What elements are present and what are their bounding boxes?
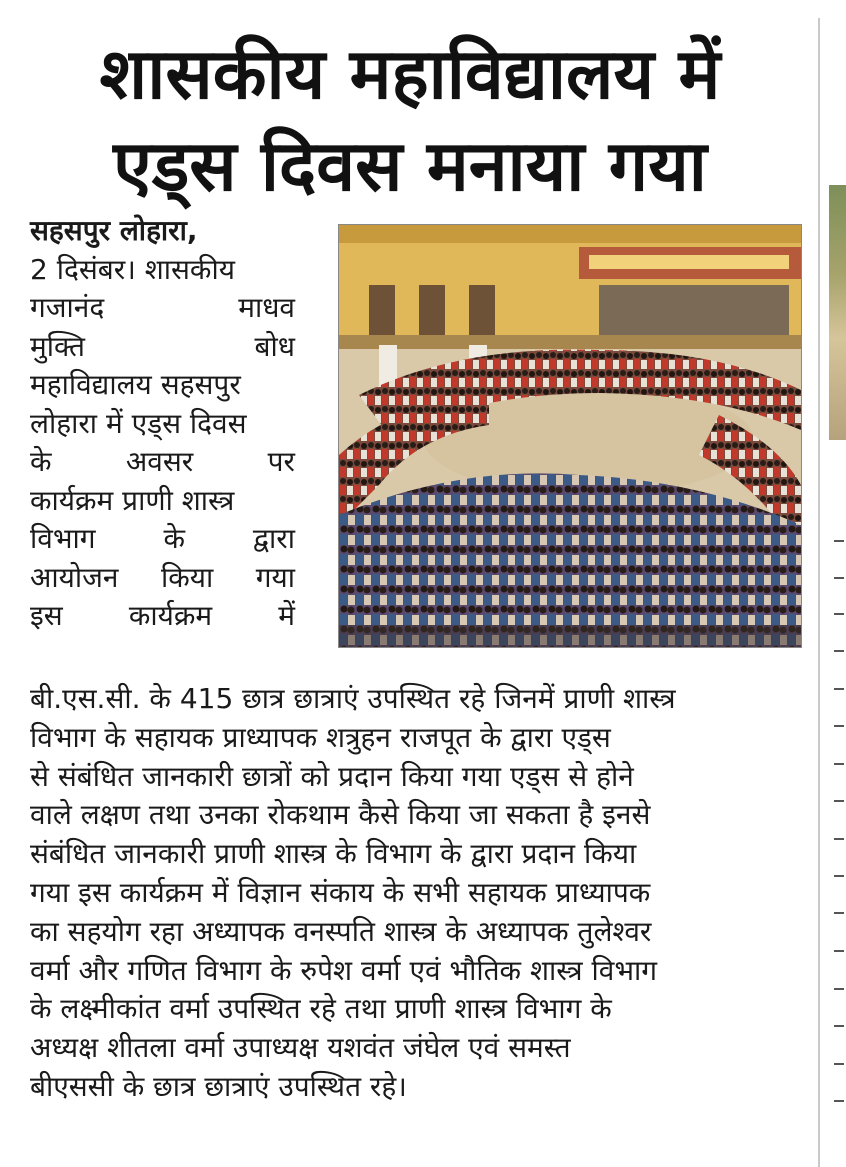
body-line: आयोजन किया गया [30,560,295,594]
body-line: वर्मा और गणित विभाग के रुपेश वर्मा एवं भौतिक शास्त्र विभाग [30,953,658,987]
adjacent-text-mark [834,988,844,990]
adjacent-text-mark [834,688,844,690]
body-line: गया इस कार्यक्रम में विज्ञान संकाय के सभी सहायक प्राध्यापक [30,875,651,909]
adjacent-text-mark [834,800,844,802]
body-line: गजानंद माधव [30,291,295,324]
article-column-narrow [30,212,295,636]
adjacent-text-mark [834,650,844,652]
body-line: से संबंधित जानकारी छात्रों को प्रदान किया गया एड्स से होने [30,759,634,793]
body-line: महाविद्यालय सहसपुर [30,368,241,401]
article-column-full [30,680,790,1107]
adjacent-text-mark [834,912,844,914]
body-line: लोहारा में एड्स दिवस [30,406,247,440]
column-divider [818,18,820,1167]
adjacent-text-mark [834,577,844,579]
article-headline [20,28,800,212]
dateline: सहसपुर लोहारा, [30,214,198,247]
body-line: मुक्ति बोध [30,329,295,363]
adjacent-text-mark [834,838,844,840]
body-line: बीएससी के छात्र छात्राएं उपस्थित रहे। [30,1069,407,1103]
adjacent-text-mark [834,1063,844,1065]
adjacent-text-mark [834,540,844,542]
adjacent-text-mark [834,950,844,952]
body-line: संबंधित जानकारी प्राणी शास्त्र के विभाग के द्वारा प्रदान किया [30,837,637,871]
adjacent-text-mark [834,763,844,765]
body-line: के अवसर पर [30,445,295,478]
adjacent-text-mark [834,1025,844,1027]
body-line: के लक्ष्मीकांत वर्मा उपस्थित रहे तथा प्राणी शास्त्र विभाग के [30,992,612,1026]
headline-line-2: एड्स दिवस मनाया गया [113,125,707,207]
headline-line-1: शासकीय महाविद्यालय में [99,33,721,115]
adjacent-text-mark [834,725,844,727]
body-line: का सहयोग रहा अध्यापक वनस्पति शास्त्र के अध्यापक तुलेश्वर [30,914,652,948]
body-line: विभाग के द्वारा [30,522,295,555]
adjacent-article-photo-edge [829,185,846,440]
event-photo-illustration [339,225,801,647]
adjacent-text-mark [834,875,844,877]
body-line: वाले लक्षण तथा उनका रोकथाम कैसे किया जा सकता है इनसे [30,798,651,832]
body-line: विभाग के सहायक प्राध्यापक शत्रुहन राजपूत के द्वारा एड्स [30,720,611,754]
body-line: 2 दिसंबर। शासकीय [30,252,235,286]
adjacent-text-mark [834,1100,844,1102]
body-line: कार्यक्रम प्राणी शास्त्र [30,483,235,517]
event-photo [338,224,802,648]
body-line: इस कार्यक्रम में [30,599,295,632]
body-line: अध्यक्ष शीतला वर्मा उपाध्यक्ष यशवंत जंघेल एवं समस्त [30,1031,571,1065]
body-line: बी.एस.सी. के 415 छात्र छात्राएं उपस्थित रहे जिनमें प्राणी शास्त्र [30,682,676,715]
adjacent-text-mark [834,613,844,615]
